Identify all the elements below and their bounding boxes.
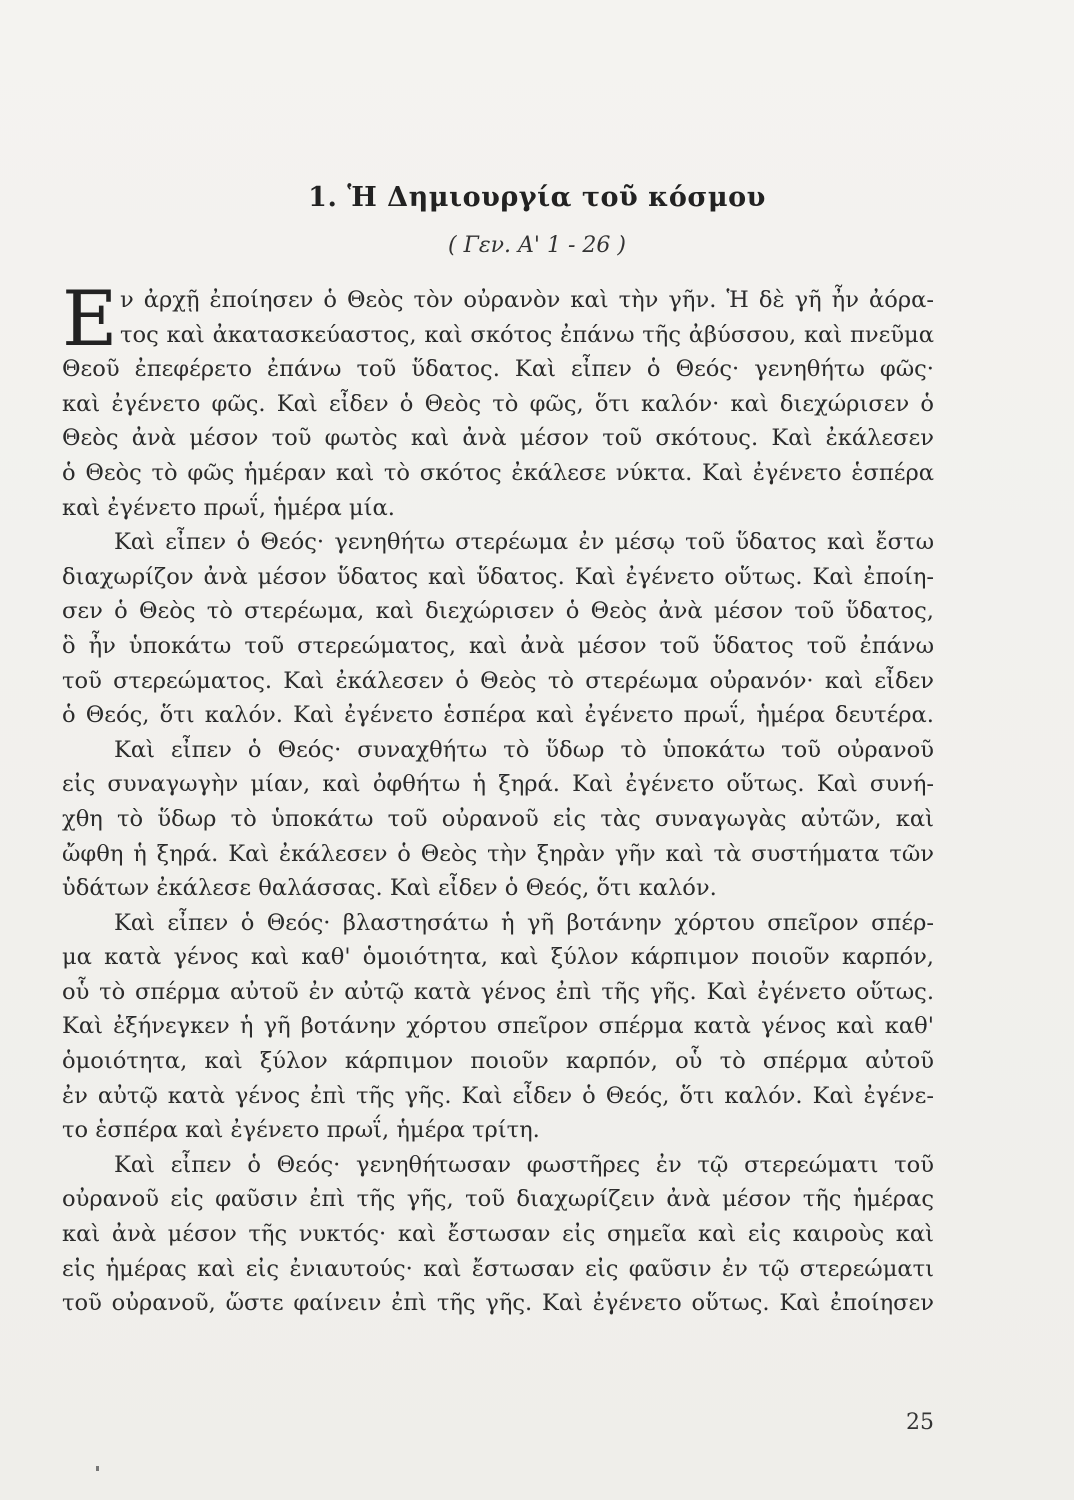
text-line: ὃ ἦν ὑποκάτω τοῦ στερεώματος, καὶ ἀνὰ μέσον τοῦ ὕδατος τοῦ ἐπάνω: [62, 632, 934, 659]
text-line: ν ἀρχῇ ἐποίησεν ὁ Θεὸς τὸν οὐρανὸν καὶ τὴν γῆν. Ἡ δὲ γῆ ἦν ἀόρα-: [120, 287, 934, 313]
text-line: ὁ Θεὸς τὸ φῶς ἡμέραν καὶ τὸ σκότος ἐκάλεσε νύκτα. Καὶ ἐγένετο ἑσπέρα: [62, 459, 934, 486]
text-line: ἐν αὐτῷ κατὰ γένος ἐπὶ τῆς γῆς. Καὶ εἶδεν ὁ Θεός, ὅτι καλόν. Καὶ ἐγένε-: [62, 1082, 934, 1109]
text-line: καὶ ἐγένετο φῶς. Καὶ εἶδεν ὁ Θεὸς τὸ φῶς, ὅτι καλόν· καὶ διεχώρισεν ὁ: [62, 390, 934, 417]
text-line: οὐρανοῦ εἰς φαῦσιν ἐπὶ τῆς γῆς, τοῦ διαχωρίζειν ἀνὰ μέσον τῆς ἡμέρας: [62, 1186, 934, 1213]
text-line: Καὶ εἶπεν ὁ Θεός· γενηθήτω στερέωμα ἐν μέσῳ τοῦ ὕδατος καὶ ἔστω: [114, 529, 934, 556]
text-line: οὗ τὸ σπέρμα αὐτοῦ ἐν αὐτῷ κατὰ γένος ἐπὶ τῆς γῆς. Καὶ ἐγένετο οὕτως.: [62, 978, 934, 1005]
chapter-title: 1. Ἡ Δημιουργία τοῦ κόσμου: [308, 182, 766, 213]
text-line: μα κατὰ γένος καὶ καθ' ὁμοιότητα, καὶ ξύλον κάρπιμον ποιοῦν καρπόν,: [62, 944, 934, 971]
text-line: Καὶ εἶπεν ὁ Θεός· συναχθήτω τὸ ὕδωρ τὸ ὑποκάτω τοῦ οὐρανοῦ: [114, 736, 934, 763]
text-line: σεν ὁ Θεὸς τὸ στερέωμα, καὶ διεχώρισεν ὁ Θεὸς ἀνὰ μέσον τοῦ ὕδατος,: [62, 598, 934, 625]
text-line: χθη τὸ ὕδωρ τὸ ὑποκάτω τοῦ οὐρανοῦ εἰς τὰς συναγωγὰς αὐτῶν, καὶ: [62, 805, 934, 832]
text-line: τοῦ οὐρανοῦ, ὥστε φαίνειν ἐπὶ τῆς γῆς. Καὶ ἐγένετο οὕτως. Καὶ ἐποίησεν: [62, 1290, 934, 1317]
text-line: εἰς ἡμέρας καὶ εἰς ἐνιαυτούς· καὶ ἔστωσαν εἰς φαῦσιν ἐν τῷ στερεώματι: [62, 1255, 934, 1282]
text-line: διαχωρίζον ἀνὰ μέσον ὕδατος καὶ ὕδατος. Καὶ ἐγένετο οὕτως. Καὶ ἐποίη-: [62, 563, 934, 590]
text-line: Καὶ εἶπεν ὁ Θεός· βλαστησάτω ἡ γῆ βοτάνην χόρτου σπεῖρον σπέρ-: [114, 909, 934, 936]
text-line: Θεοῦ ἐπεφέρετο ἐπάνω τοῦ ὕδατος. Καὶ εἶπεν ὁ Θεός· γενηθήτω φῶς·: [62, 356, 934, 383]
text-line: τος καὶ ἀκατασκεύαστος, καὶ σκότος ἐπάνω τῆς ἀβύσσου, καὶ πνεῦμα: [120, 321, 934, 348]
page-number: 25: [906, 1410, 934, 1435]
text-line: Καὶ ἐξήνεγκεν ἡ γῆ βοτάνην χόρτου σπεῖρον σπέρμα κατὰ γένος καὶ καθ': [62, 1013, 934, 1040]
text-line: ὑδάτων ἐκάλεσε θαλάσσας. Καὶ εἶδεν ὁ Θεός, ὅτι καλόν.: [62, 875, 717, 902]
scripture-reference: ( Γεν. Α' 1 - 26 ): [448, 233, 626, 258]
text-line: εἰς συναγωγὴν μίαν, καὶ ὀφθήτω ἡ ξηρά. Καὶ ἐγένετο οὕτως. Καὶ συνή-: [62, 771, 934, 798]
text-line: το ἑσπέρα καὶ ἐγένετο πρωΐ, ἡμέρα τρίτη.: [62, 1117, 540, 1144]
text-line: καὶ ἀνὰ μέσον τῆς νυκτός· καὶ ἔστωσαν εἰς σημεῖα καὶ εἰς καιροὺς καὶ: [62, 1221, 934, 1248]
text-line: ὤφθη ἡ ξηρά. Καὶ ἐκάλεσεν ὁ Θεὸς τὴν ξηρὰν γῆν καὶ τὰ συστήματα τῶν: [62, 840, 934, 867]
body-text: [62, 274, 934, 1321]
drop-cap: Ε: [62, 274, 118, 363]
print-mark: [96, 1466, 99, 1471]
text-line: τοῦ στερεώματος. Καὶ ἐκάλεσεν ὁ Θεὸς τὸ στερέωμα οὐρανόν· καὶ εἶδεν: [62, 667, 934, 694]
text-line: Θεὸς ἀνὰ μέσον τοῦ φωτὸς καὶ ἀνὰ μέσον τοῦ σκότους. Καὶ ἐκάλεσεν: [62, 425, 934, 452]
text-line: καὶ ἐγένετο πρωΐ, ἡμέρα μία.: [62, 494, 395, 521]
text-line: Καὶ εἶπεν ὁ Θεός· γενηθήτωσαν φωστῆρες ἐν τῷ στερεώματι τοῦ: [114, 1151, 934, 1178]
text-line: ὁμοιότητα, καὶ ξύλον κάρπιμον ποιοῦν καρπόν, οὗ τὸ σπέρμα αὐτοῦ: [62, 1048, 934, 1075]
text-line: ὁ Θεός, ὅτι καλόν. Καὶ ἐγένετο ἑσπέρα καὶ ἐγένετο πρωΐ, ἡμέρα δευτέρα.: [62, 702, 934, 729]
